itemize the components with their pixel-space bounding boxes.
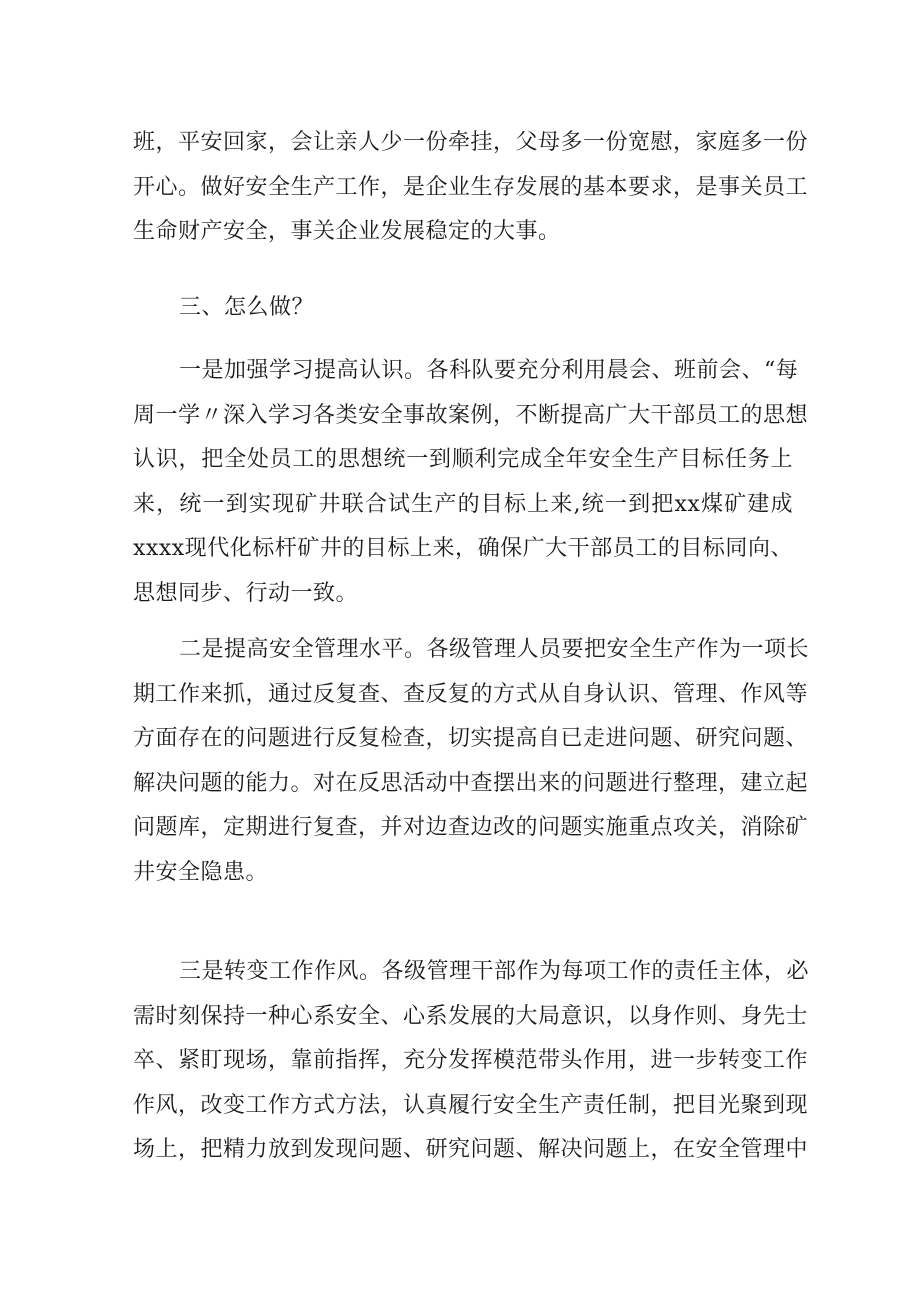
text-line: 需时刻保持一种心系安全、心系发展的大局意识，以身作则、身先士 [133,1003,809,1029]
text-line: 三是转变工作作风。各级管理干部作为每项工作的责任主体，必 [179,959,810,984]
text-line: 作风，改变工作方式方法，认真履行安全生产责任制，把目光聚到现 [133,1092,809,1118]
paragraph-strengthen-learning [133,349,809,616]
text-line: 解决问题的能力。对在反思活动中查摆出来的问题进行整理，建立起 [133,770,809,796]
text-line: 井安全隐患。 [133,859,269,885]
heading-text: 三、怎么做？ [179,295,315,320]
text-line: xxxx现代化标杆矿井的目标上来，确保广大干部员工的目标同向、 [133,536,793,561]
text-line: 场上，把精力放到发现问题、研究问题、解决问题上，在安全管理中 [133,1137,809,1162]
text-line: 卒、紧盯现场，靠前指挥，充分发挥模范带头作用，进一步转变工作 [133,1048,809,1073]
section-heading-how-to-do [133,286,793,331]
paragraph-safety-importance [133,121,809,255]
text-line: 思想同步、行动一致。 [133,580,359,606]
text-line: 问题库，定期进行复查，并对边查边改的问题实施重点攻关，消除矿 [133,815,809,840]
text-line: 来，统一到实现矿井联合试生产的目标上来,统一到把xx煤矿建成 [133,491,793,517]
text-line: 期工作来抓，通过反复查、查反复的方式从自身认识、管理、作风等 [133,681,809,707]
text-line: 认识，把全处员工的思想统一到顺利完成全年安全生产目标任务上 [133,447,793,472]
text-line: 生命财产安全，事关企业发展稳定的大事。 [133,219,561,244]
text-line: 一是加强学习提高认识。各科队要充分利用晨会、班前会、“每 [179,358,799,383]
text-line: 开心。做好安全生产工作，是企业生存发展的基本要求，是事关员工 [133,174,809,200]
text-line: 周一学〃深入学习各类安全事故案例，不断提高广大干部员工的思想 [133,402,809,428]
text-line: 班，平安回家，会让亲人少一份牵挂，父母多一份宽慰，家庭多一份 [133,130,809,155]
paragraph-improve-management [133,628,810,895]
text-line: 二是提高安全管理水平。各级管理人员要把安全生产作为一项长 [179,637,810,662]
text-line: 方面存在的问题进行反复检查，切实提高自已走进问题、研究问题、 [133,726,809,751]
paragraph-change-work-style [133,950,810,1173]
